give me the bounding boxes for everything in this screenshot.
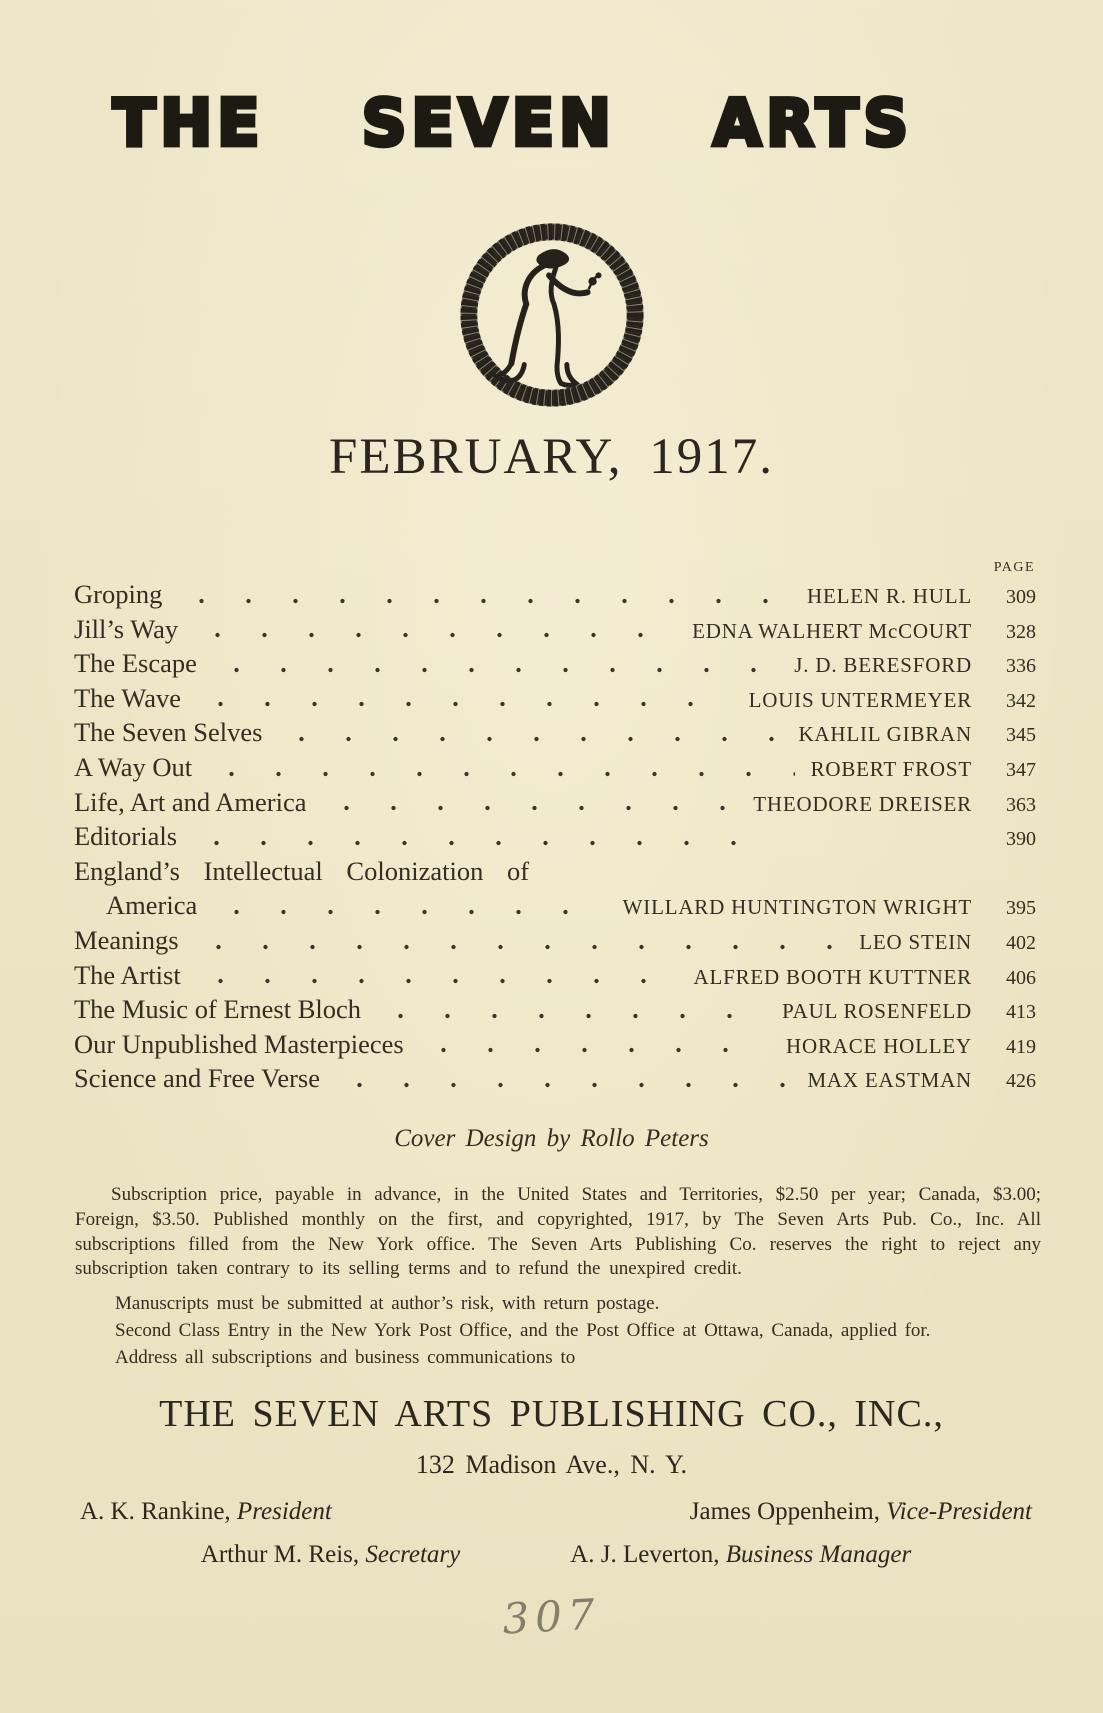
toc-leader-dots bbox=[377, 994, 766, 1029]
toc-row bbox=[74, 579, 1036, 614]
toc-row bbox=[74, 1029, 1036, 1064]
toc-entry-author: PAUL ROSENFELD bbox=[782, 999, 972, 1024]
toc-entry-title: Science and Free Verse bbox=[74, 1063, 321, 1094]
toc-entry-title: Our Unpublished Masterpieces bbox=[74, 1028, 404, 1059]
toc-entry-author: HORACE HOLLEY bbox=[786, 1033, 972, 1058]
toc-entry-author: ROBERT FROST bbox=[810, 756, 972, 781]
toc-list bbox=[74, 579, 1036, 1098]
toc-entry-page-number: 347 bbox=[1006, 758, 1036, 781]
toc-title-wrap-line: England’s Intellectual Colonization of bbox=[74, 855, 530, 886]
officer-name: James Oppenheim, bbox=[689, 1498, 887, 1525]
officer-name: A. K. Rankine, bbox=[80, 1498, 237, 1525]
officers-row bbox=[80, 1498, 1032, 1541]
toc-row bbox=[74, 960, 1036, 995]
toc-leader-dots bbox=[208, 752, 794, 787]
toc-entry-author: THEODORE DREISER bbox=[753, 791, 972, 816]
toc-row bbox=[74, 717, 1036, 752]
toc-entry-page-number: 309 bbox=[1006, 586, 1036, 608]
publisher-name: THE SEVEN ARTS PUBLISHING CO., INC., bbox=[159, 1393, 944, 1435]
toc-entry-title: The Artist bbox=[74, 959, 181, 990]
toc-leader-dots bbox=[193, 821, 772, 856]
notice-lines bbox=[75, 1291, 1041, 1371]
toc-entry-page-number: 413 bbox=[1006, 1001, 1036, 1024]
toc-entry-page-number: 328 bbox=[1006, 620, 1036, 643]
toc-entry-author: MAX EASTMAN bbox=[807, 1068, 972, 1093]
toc-entry-page-number: 342 bbox=[1006, 689, 1036, 712]
toc-entry-title: The Escape bbox=[74, 648, 197, 679]
toc-entry-page-number: 406 bbox=[1006, 966, 1036, 989]
toc-row bbox=[74, 890, 1036, 925]
toc-row bbox=[74, 1063, 1036, 1098]
toc-entry-author: J. D. BERESFORD bbox=[794, 653, 972, 678]
toc-entry-title: The Seven Selves bbox=[74, 717, 263, 748]
toc-leader-dots bbox=[323, 787, 738, 822]
officer-role: President bbox=[236, 1498, 332, 1525]
handwritten-folio-number: 307 bbox=[501, 1589, 602, 1644]
toc-entry-author: ALFRED BOOTH KUTTNER bbox=[693, 964, 972, 989]
officer-role: Vice-President bbox=[886, 1498, 1032, 1525]
toc-page-column-label: PAGE bbox=[993, 560, 1035, 575]
toc-entry-author: EDNA WALHERT McCOURT bbox=[692, 618, 972, 643]
toc-entry-title: Groping bbox=[74, 579, 163, 609]
publication-notices bbox=[75, 1183, 1041, 1372]
officers-list bbox=[80, 1498, 1032, 1584]
officer-entry bbox=[201, 1541, 460, 1584]
toc-entry-title: Life, Art and America bbox=[74, 786, 307, 817]
toc-leader-dots bbox=[213, 648, 778, 683]
toc-entry-title: The Wave bbox=[74, 682, 182, 713]
issue-title: FEBRUARY, 1917. bbox=[329, 429, 774, 485]
notice-line: Address all subscriptions and business communications to bbox=[115, 1346, 576, 1368]
subscription-notice: Subscription price, payable in advance, in the United States and Territories, $2.50 per year; Canada, $3.00; Foreign, $3.50. Published monthly on the first, and copyrighted, 1917, by The Seven Arts Pub. Co., Inc. All subscriptions filled from the New York office. The Seven Arts Publishing Co. reserves the right to reject any subscription taken contrary to its selling terms and to refund the unexpired credit. bbox=[75, 1184, 1041, 1280]
toc-row bbox=[74, 925, 1036, 960]
table-of-contents bbox=[74, 560, 1036, 1098]
officer-role: Secretary bbox=[365, 1541, 461, 1568]
toc-row bbox=[74, 787, 1036, 822]
toc-entry-page-number: 345 bbox=[1006, 724, 1036, 747]
officer-role: Business Manager bbox=[725, 1541, 912, 1568]
toc-leader-dots bbox=[420, 1029, 770, 1064]
toc-row bbox=[74, 683, 1036, 718]
toc-row bbox=[74, 821, 1036, 856]
toc-entry-title: Editorials bbox=[74, 821, 178, 852]
toc-entry-title: Jill’s Way bbox=[74, 613, 179, 644]
toc-leader-dots bbox=[195, 925, 844, 960]
toc-entry-page-number: 402 bbox=[1006, 931, 1036, 954]
toc-leader-dots bbox=[197, 683, 733, 718]
publisher-emblem-icon bbox=[453, 216, 651, 419]
toc-row bbox=[74, 614, 1036, 649]
notice-line: Second Class Entry in the New York Post Office, and the Post Office at Ottawa, Canada, applied for. bbox=[115, 1319, 931, 1341]
toc-entry-author: HELEN R. HULL bbox=[807, 584, 972, 608]
masthead-word-arts: ARTS bbox=[713, 84, 913, 161]
toc-entry-title: America bbox=[106, 890, 198, 921]
toc-leader-dots bbox=[197, 960, 678, 995]
toc-entry-page-number: 336 bbox=[1006, 655, 1036, 678]
toc-entry-title: A Way Out bbox=[74, 751, 193, 782]
toc-leader-dots bbox=[336, 1063, 791, 1098]
toc-entry-title: The Music of Ernest Bloch bbox=[74, 994, 362, 1025]
toc-row bbox=[74, 752, 1036, 787]
officer-entry bbox=[690, 1498, 1032, 1541]
officer-name: A. J. Leverton, bbox=[570, 1541, 726, 1568]
toc-leader-dots bbox=[178, 579, 791, 614]
toc-leader-dots bbox=[213, 890, 606, 925]
notice-line: Manuscripts must be submitted at author’s risk, with return postage. bbox=[115, 1293, 660, 1315]
toc-entry-title: Meanings bbox=[74, 924, 179, 955]
toc-entry-author: LOUIS UNTERMEYER bbox=[748, 687, 972, 712]
toc-entry-page-number: 419 bbox=[1006, 1035, 1036, 1058]
publisher-address: 132 Madison Ave., N. Y. bbox=[415, 1450, 688, 1479]
officer-entry bbox=[80, 1498, 332, 1541]
toc-entry-page-number: 363 bbox=[1006, 793, 1036, 816]
toc-entry-page-number: 395 bbox=[1006, 897, 1036, 920]
toc-entry-page-number: 390 bbox=[1006, 828, 1036, 851]
cover-design-credit: Cover Design by Rollo Peters bbox=[394, 1125, 709, 1152]
masthead-word-seven: SEVEN bbox=[361, 84, 616, 161]
masthead-word-the: THE bbox=[113, 84, 265, 161]
officer-name: Arthur M. Reis, bbox=[200, 1541, 366, 1568]
toc-entry-author: LEO STEIN bbox=[859, 929, 972, 954]
toc-leader-dots bbox=[194, 614, 676, 649]
toc-row bbox=[74, 994, 1036, 1029]
toc-row bbox=[74, 648, 1036, 683]
toc-entry-author: KAHLIL GIBRAN bbox=[798, 722, 972, 747]
toc-entry-author: WILLARD HUNTINGTON WRIGHT bbox=[622, 895, 972, 920]
masthead bbox=[113, 84, 913, 161]
toc-entry-page-number: 426 bbox=[1006, 1070, 1036, 1093]
toc-leader-dots bbox=[278, 717, 782, 752]
